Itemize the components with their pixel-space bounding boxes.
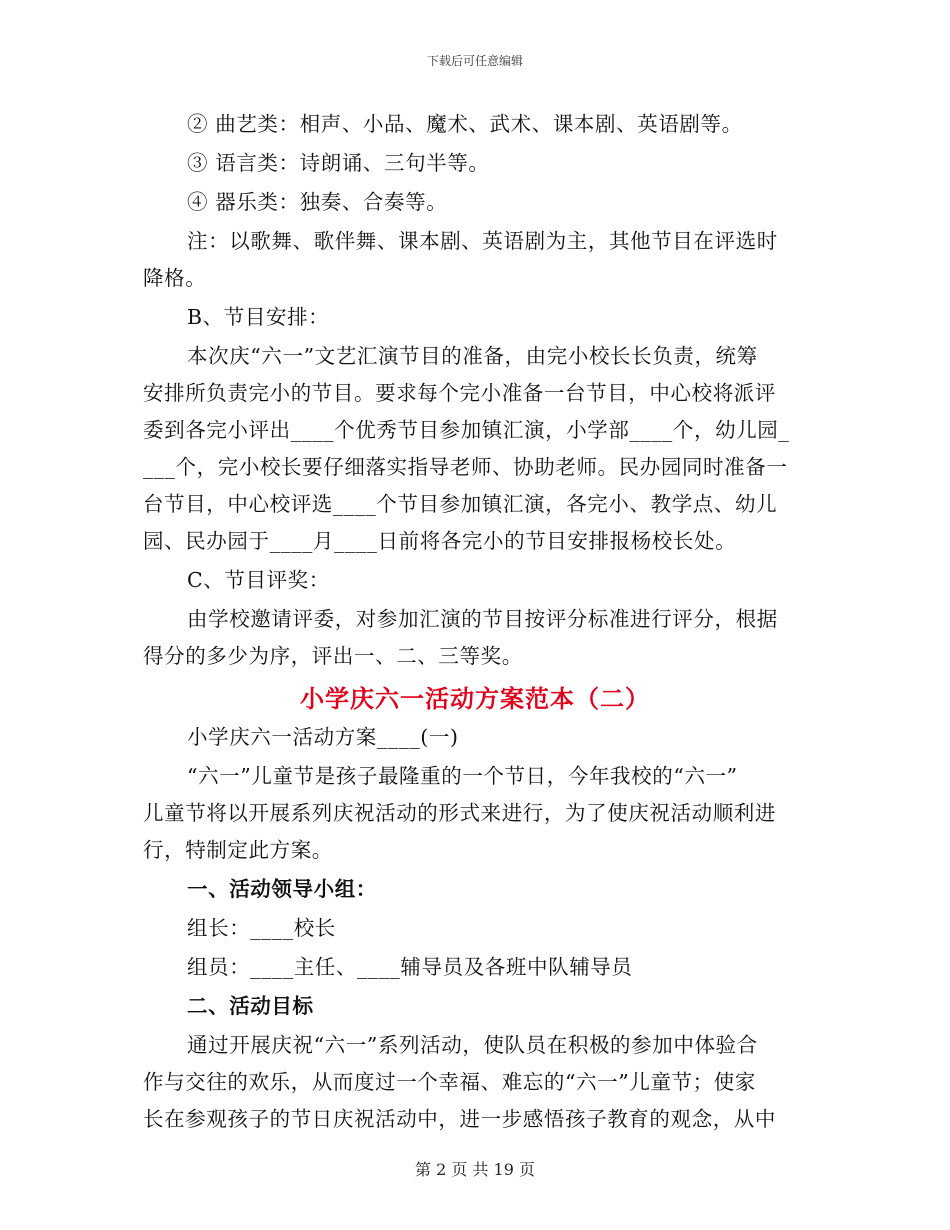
list-item: ④ 器乐类：独奏、合奏等。: [187, 190, 448, 214]
subtitle: 小学庆六一活动方案____(一): [187, 725, 459, 749]
list-item: ③ 语言类：诗朗诵、三句半等。: [187, 151, 490, 175]
paragraph-line: 作与交往的欢乐，从而度过一个幸福、难忘的“六一”儿童节；使家: [143, 1070, 756, 1094]
paragraph-line: 儿童节将以开展系列庆祝活动的形式来进行，为了使庆祝活动顺利进: [143, 801, 776, 825]
note-paragraph: [143, 223, 807, 297]
heading-activity-goals: 二、活动目标: [187, 994, 314, 1018]
section-b-heading: B、节目安排：: [187, 305, 330, 329]
paragraph-line: 注：以歌舞、歌伴舞、课本剧、英语剧为主，其他节目在评选时: [187, 229, 778, 253]
section-c-paragraph: [143, 601, 807, 675]
page-footer: 第 2 页 共 19 页: [415, 1160, 535, 1179]
list-item: ② 曲艺类：相声、小品、魔术、武术、课本剧、英语剧等。: [187, 112, 743, 136]
paragraph-line: “六一”儿童节是孩子最隆重的一个节日，今年我校的“六一”: [187, 764, 738, 788]
paragraph-line: 委到各完小评出____个优秀节目参加镇汇演，小学部____个，幼儿园_: [143, 418, 790, 442]
goal-paragraph: [143, 1027, 807, 1138]
heading-leadership-group: 一、活动领导小组：: [187, 877, 377, 901]
paragraph-line: 得分的多少为序，评出一、二、三等奖。: [143, 644, 523, 668]
paragraph-line: ___个，完小校长要仔细落实指导老师、协助老师。民办园同时准备一: [143, 455, 788, 479]
paragraph-line: 长在参观孩子的节日庆祝活动中，进一步感悟孩子教育的观念，从中: [143, 1107, 776, 1131]
paragraph-line: 本次庆“六一”文艺汇演节目的准备，由完小校长长负责，统筹: [187, 344, 758, 368]
document-content: [143, 106, 807, 1140]
section-c-heading: C、节目评奖：: [187, 568, 330, 592]
paragraph-line: 园、民办园于____月____日前将各完小的节目安排报杨校长处。: [143, 529, 737, 553]
group-leader: 组长：____校长: [187, 916, 336, 940]
paragraph-line: 行，特制定此方案。: [143, 838, 333, 862]
paragraph-line: 降格。: [143, 266, 207, 290]
paragraph-line: 通过开展庆祝“六一”系列活动，使队员在积极的参加中体验合: [187, 1033, 758, 1057]
intro-paragraph: [143, 758, 807, 869]
paragraph-line: 安排所负责完小的节目。要求每个完小准备一台节目，中心校将派评: [143, 381, 776, 405]
page-header: 下载后可任意编辑: [426, 54, 523, 68]
section-title: 小学庆六一活动方案范本（二）: [300, 684, 650, 713]
paragraph-line: 由学校邀请评委，对参加汇演的节目按评分标准进行评分，根据: [187, 607, 778, 631]
section-b-paragraph: [143, 338, 807, 560]
group-members: 组员：____主任、____辅导员及各班中队辅导员: [187, 955, 633, 979]
paragraph-line: 台节目，中心校评选____个节目参加镇汇演，各完小、教学点、幼儿: [143, 492, 778, 516]
